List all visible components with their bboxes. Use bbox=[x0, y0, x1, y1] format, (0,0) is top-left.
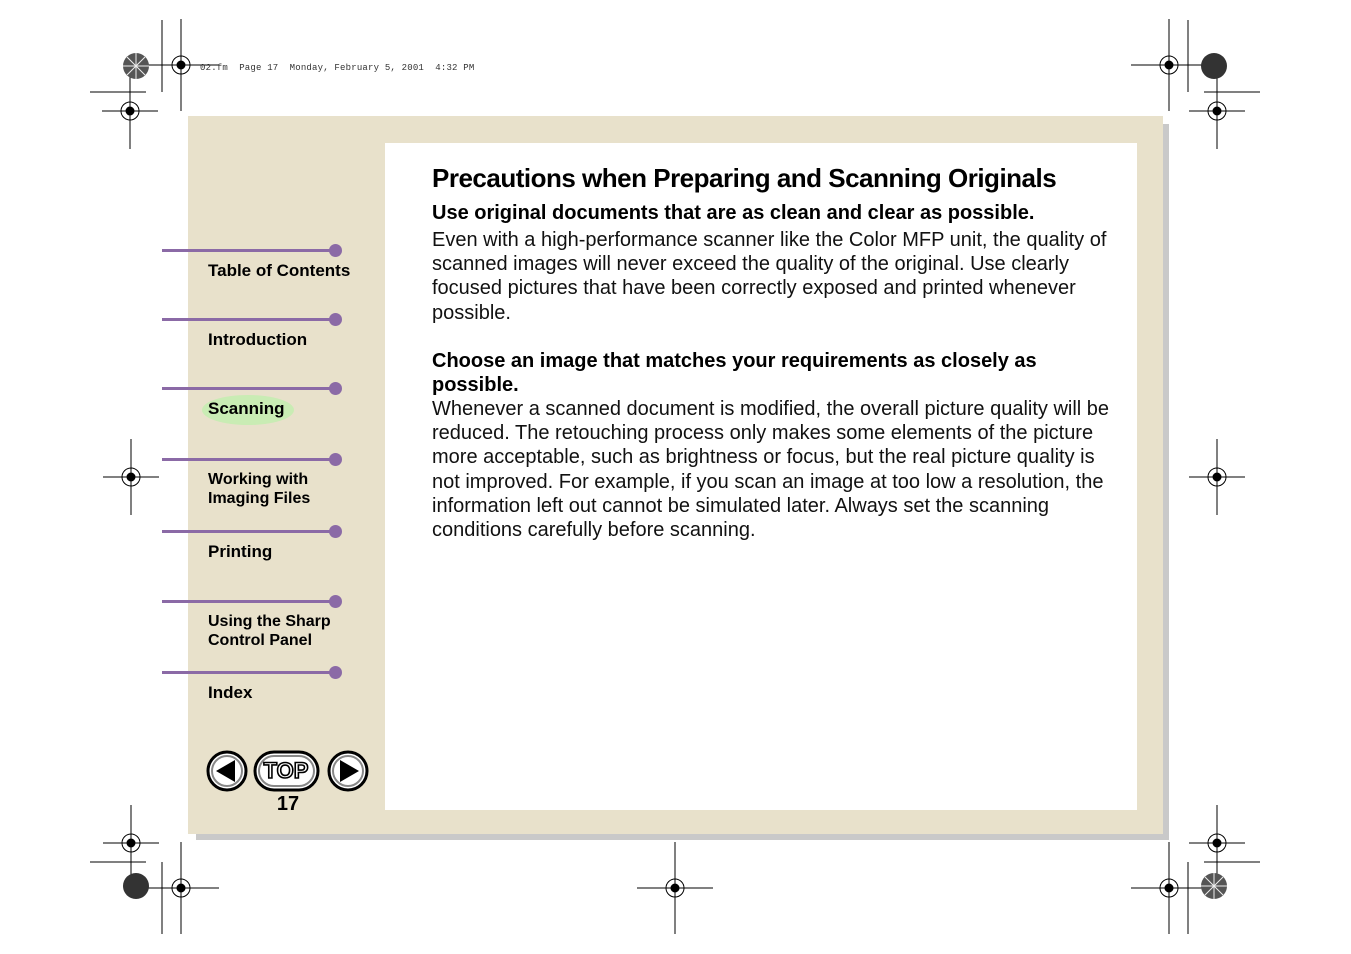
nav-item-using-the-sharp-control-panel[interactable] bbox=[162, 595, 352, 649]
nav-dot-icon bbox=[329, 244, 342, 257]
previous-page-button[interactable] bbox=[205, 749, 249, 793]
nav-item-table-of-contents[interactable] bbox=[162, 244, 352, 294]
nav-dot-icon bbox=[329, 382, 342, 395]
nav-line bbox=[162, 600, 334, 603]
nav-line bbox=[162, 249, 334, 252]
nav-item-scanning[interactable] bbox=[162, 382, 352, 432]
section-body: Even with a high-performance scanner like the Color MFP unit, the quality of scanned images will never exceed the quality of the original. Use clearly focused pictures that have been correctly exposed and printed whenever possible. bbox=[432, 229, 1107, 324]
nav-label: Introduction bbox=[208, 330, 308, 349]
nav-line bbox=[162, 387, 334, 390]
nav-label: Index bbox=[208, 683, 253, 702]
nav-dot-icon bbox=[329, 313, 342, 326]
nav-dot-icon bbox=[329, 453, 342, 466]
nav-label: Working with Imaging Files bbox=[208, 471, 311, 507]
nav-item-index[interactable] bbox=[162, 666, 352, 716]
nav-label: Table of Contents bbox=[208, 261, 351, 280]
top-button-label: TOP bbox=[263, 758, 309, 783]
nav-line bbox=[162, 318, 334, 321]
print-header: 02.fm Page 17 Monday, February 5, 2001 4:32 PM bbox=[200, 63, 475, 73]
nav-line bbox=[162, 530, 334, 533]
section-heading: Choose an image that matches your requirements as closely as possible. bbox=[432, 350, 1037, 396]
nav-item-introduction[interactable] bbox=[162, 313, 352, 363]
top-button[interactable] bbox=[253, 749, 321, 793]
nav-line bbox=[162, 458, 334, 461]
next-page-button[interactable] bbox=[326, 749, 370, 793]
nav-label: Scanning bbox=[208, 399, 285, 418]
page-title: Precautions when Preparing and Scanning Originals bbox=[432, 163, 1057, 193]
page-number: 17 bbox=[276, 793, 300, 815]
nav-line bbox=[162, 671, 334, 674]
nav-dot-icon bbox=[329, 525, 342, 538]
nav-label: Printing bbox=[208, 542, 273, 561]
nav-label: Using the Sharp Control Panel bbox=[208, 613, 331, 649]
section-heading: Use original documents that are as clean and clear as possible. bbox=[432, 202, 1035, 224]
nav-dot-icon bbox=[329, 666, 342, 679]
nav-item-printing[interactable] bbox=[162, 525, 352, 575]
nav-dot-icon bbox=[329, 595, 342, 608]
section-body: Whenever a scanned document is modified, the overall picture quality will be reduced. The retouching process only makes some elements of the picture more acceptable, such as brightness or focus, but the real picture quality is not improved. For example, if you scan an image at too low a resolution, the information left out cannot be simulated later. Always set the scanning conditions carefully before scanning. bbox=[432, 398, 1110, 542]
nav-item-working-with-imaging-files[interactable] bbox=[162, 453, 352, 507]
